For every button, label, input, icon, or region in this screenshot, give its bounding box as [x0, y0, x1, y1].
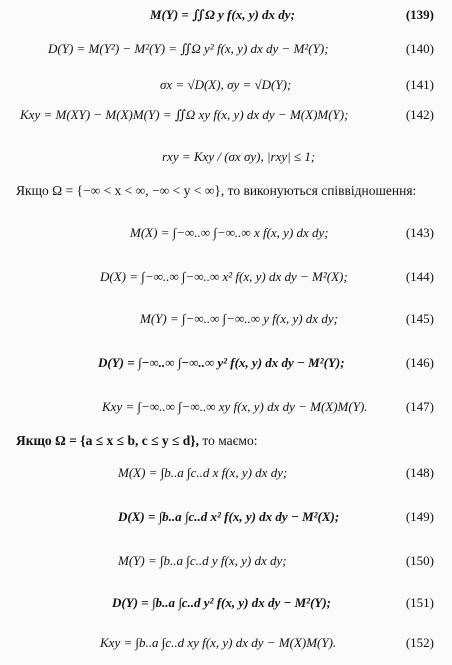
paragraph-rect-domain: [16, 432, 441, 450]
equation-formula: Kxy = ∫b..a ∫c..d xy f(x, y) dx dy − M(X)M(Y).: [100, 635, 337, 650]
equation-number: (144): [405, 269, 434, 284]
equation-139: [0, 4, 452, 26]
equation-number: (142): [405, 107, 434, 122]
equation-147: [0, 396, 452, 418]
equation-formula: Kxy = M(XY) − M(X)M(Y) = ∬Ω xy f(x, y) dx dy − M(X)M(Y);: [20, 107, 349, 122]
equation-formula: D(Y) = M(Y²) − M²(Y) = ∬Ω y² f(x, y) dx dy − M²(Y);: [48, 41, 329, 56]
equation-146: [0, 352, 452, 374]
equation-formula: D(X) = ∫b..a ∫c..d x² f(x, y) dx dy − M²(X);: [118, 509, 340, 524]
paragraph-rest: то маємо:: [198, 433, 258, 448]
equation-148: [0, 462, 452, 484]
equation-number: (149): [405, 509, 434, 524]
equation-number: (148): [405, 465, 434, 480]
equation-142: [0, 104, 452, 126]
equation-number: (140): [405, 41, 434, 56]
paragraph-infinite-domain: Якщо Ω = {−∞ < x < ∞, −∞ < y < ∞}, то виконуються співвідношення:: [16, 183, 417, 198]
equation-formula: M(Y) = ∫b..a ∫c..d y f(x, y) dx dy;: [118, 553, 287, 568]
equation-number: (145): [405, 311, 434, 326]
equation-141: [0, 74, 452, 96]
equation-143: [0, 222, 452, 244]
equation-151: [0, 592, 452, 614]
equation-formula: M(X) = ∫b..a ∫c..d x f(x, y) dx dy;: [118, 465, 288, 480]
equation-number: (141): [405, 77, 434, 92]
equation-number: (151): [405, 595, 434, 610]
equation-formula: σx = √D(X), σy = √D(Y);: [160, 77, 292, 92]
equation-formula: rxy = Kxy / (σx σy), |rxy| ≤ 1;: [162, 149, 316, 164]
equation-150: [0, 550, 452, 572]
equation-formula: M(Y) = ∫−∞..∞ ∫−∞..∞ y f(x, y) dx dy;: [140, 311, 338, 326]
equation-number: (143): [405, 225, 434, 240]
domain-condition: Якщо Ω = {a ≤ x ≤ b, c ≤ y ≤ d},: [16, 433, 199, 448]
equation-formula: M(Y) = ∬Ω y f(x, y) dx dy;: [150, 7, 295, 22]
equation-correlation: [0, 146, 452, 168]
equation-149: [0, 506, 452, 528]
equation-152: [0, 632, 452, 654]
equation-number: (146): [405, 355, 434, 370]
equation-formula: D(Y) = ∫−∞..∞ ∫−∞..∞ y² f(x, y) dx dy − M²(Y);: [98, 355, 345, 370]
equation-number: (150): [405, 553, 434, 568]
equation-formula: M(X) = ∫−∞..∞ ∫−∞..∞ x f(x, y) dx dy;: [130, 225, 329, 240]
equation-145: [0, 308, 452, 330]
equation-number: (139): [405, 7, 434, 22]
equation-formula: D(Y) = ∫b..a ∫c..d y² f(x, y) dx dy − M²(Y);: [112, 595, 331, 610]
equation-formula: D(X) = ∫−∞..∞ ∫−∞..∞ x² f(x, y) dx dy − M²(X);: [100, 269, 348, 284]
equation-formula: Kxy = ∫−∞..∞ ∫−∞..∞ xy f(x, y) dx dy − M(X)M(Y).: [102, 399, 368, 414]
equation-number: (152): [405, 635, 434, 650]
equation-140: [0, 38, 452, 60]
equation-number: (147): [405, 399, 434, 414]
equation-144: [0, 266, 452, 288]
